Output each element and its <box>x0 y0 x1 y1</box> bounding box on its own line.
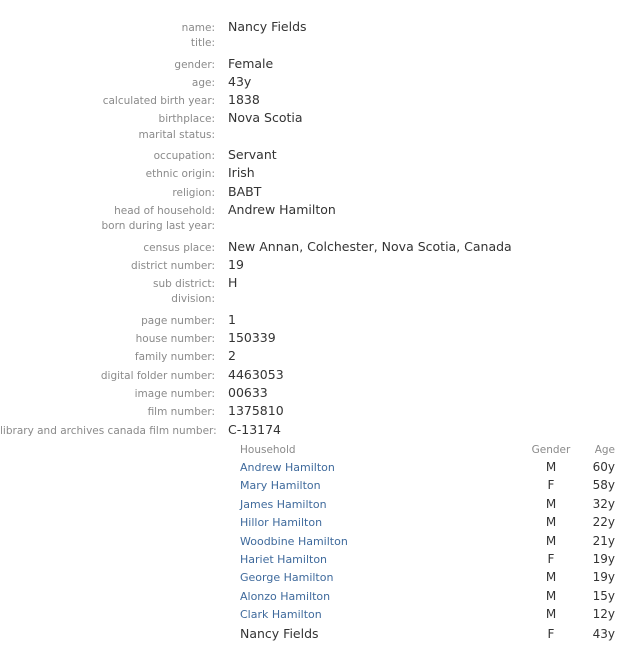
field-value: 1 <box>228 311 236 327</box>
household-member-row <box>240 552 615 570</box>
member-age: 32y <box>592 496 615 511</box>
field-value: 150339 <box>228 330 276 346</box>
field-label: religion: <box>172 186 215 199</box>
field-value: New Annan, Colchester, Nova Scotia, Canada <box>228 238 512 254</box>
field-row <box>0 202 625 220</box>
field-label: page number: <box>141 314 215 327</box>
field-row <box>0 220 625 238</box>
field-row <box>0 422 625 440</box>
field-value: 1375810 <box>228 403 284 419</box>
household-member-row <box>240 570 615 588</box>
field-label: district number: <box>131 259 215 272</box>
field-row <box>0 37 625 55</box>
field-row <box>0 257 625 275</box>
field-row <box>0 74 625 92</box>
field-label: head of household: <box>114 204 215 217</box>
household-member-row <box>240 460 615 478</box>
member-gender: M <box>545 607 557 622</box>
field-row <box>0 92 625 110</box>
field-row <box>0 56 625 74</box>
member-age: 58y <box>592 478 615 493</box>
field-label: image number: <box>134 387 215 400</box>
field-row <box>0 293 625 311</box>
member-name-link[interactable]: Mary Hamilton <box>240 479 321 493</box>
member-gender: M <box>545 588 557 603</box>
field-value: 43y <box>228 73 252 89</box>
field-value: Servant <box>228 147 277 163</box>
record-details <box>0 19 625 440</box>
gender-column-header: Gender <box>531 444 571 456</box>
field-value: 19 <box>228 256 244 272</box>
age-column-header: Age <box>594 444 615 456</box>
member-age: 19y <box>592 570 615 585</box>
field-row <box>0 403 625 421</box>
field-value: Nova Scotia <box>228 110 303 126</box>
field-label: film number: <box>147 406 215 419</box>
field-label: library and archives canada film number: <box>0 424 217 437</box>
member-gender: M <box>545 515 557 530</box>
field-value: 00633 <box>228 384 268 400</box>
household-member-row-current <box>240 626 615 644</box>
field-value: Irish <box>228 165 255 181</box>
household-member-row <box>240 607 615 625</box>
field-row <box>0 348 625 366</box>
member-name-link[interactable]: Clark Hamilton <box>240 608 322 622</box>
field-label: marital status: <box>138 128 215 141</box>
field-row <box>0 147 625 165</box>
field-row <box>0 385 625 403</box>
field-label: family number: <box>134 351 215 364</box>
member-gender: M <box>545 533 557 548</box>
household-member-row <box>240 534 615 552</box>
field-value: BABT <box>228 183 262 199</box>
field-value: Andrew Hamilton <box>228 201 336 217</box>
field-row <box>0 19 625 37</box>
member-gender: M <box>545 460 557 474</box>
field-label: census place: <box>143 241 215 254</box>
field-row <box>0 165 625 183</box>
member-name-link[interactable]: George Hamilton <box>240 571 334 585</box>
member-name-link[interactable]: Alonzo Hamilton <box>240 589 331 603</box>
member-gender: M <box>545 496 557 511</box>
field-value: Nancy Fields <box>228 19 307 34</box>
field-label: sub district: <box>153 278 215 291</box>
household-column-header: Household <box>240 444 296 456</box>
field-row <box>0 129 625 147</box>
member-age: 19y <box>592 551 615 566</box>
household-member-row <box>240 478 615 496</box>
field-value: H <box>228 275 238 291</box>
field-label: title: <box>190 37 215 50</box>
member-age: 12y <box>592 607 615 622</box>
field-row <box>0 275 625 293</box>
member-name-current: Nancy Fields <box>240 625 319 641</box>
household-member-row <box>240 515 615 533</box>
member-age: 21y <box>592 533 615 548</box>
member-name-link[interactable]: James Hamilton <box>240 497 327 511</box>
field-label: digital folder number: <box>100 369 215 382</box>
member-age: 60y <box>592 460 615 474</box>
field-value: 1838 <box>228 92 260 108</box>
member-gender: F <box>547 626 555 641</box>
field-label: gender: <box>174 58 215 71</box>
field-label: calculated birth year: <box>102 95 215 108</box>
household-header-row <box>240 444 615 460</box>
member-age: 22y <box>592 515 615 530</box>
member-name-link[interactable]: Hillor Hamilton <box>240 516 323 530</box>
field-label: born during last year: <box>101 220 215 233</box>
field-label: occupation: <box>153 150 215 163</box>
field-value: 4463053 <box>228 366 284 382</box>
field-label: age: <box>191 76 215 89</box>
household-member-row <box>240 589 615 607</box>
field-value: Female <box>228 55 274 71</box>
member-name-link[interactable]: Woodbine Hamilton <box>240 534 348 548</box>
member-gender: M <box>545 570 557 585</box>
field-label: birthplace: <box>158 113 215 126</box>
field-value: C-13174 <box>228 421 282 437</box>
field-label: name: <box>181 22 215 34</box>
field-row <box>0 330 625 348</box>
member-name-link[interactable]: Hariet Hamilton <box>240 552 328 566</box>
field-value: 2 <box>228 348 236 364</box>
household-member-row <box>240 497 615 515</box>
member-name-link[interactable]: Andrew Hamilton <box>240 461 335 474</box>
field-row <box>0 239 625 257</box>
field-label: division: <box>171 293 215 306</box>
field-row <box>0 367 625 385</box>
field-row <box>0 184 625 202</box>
household-table <box>240 444 615 644</box>
member-gender: F <box>547 551 555 566</box>
member-age: 43y <box>592 626 615 641</box>
field-row <box>0 110 625 128</box>
member-age: 15y <box>592 588 615 603</box>
field-label: house number: <box>135 333 215 346</box>
field-label: ethnic origin: <box>145 168 215 181</box>
field-row <box>0 312 625 330</box>
member-gender: F <box>547 478 555 493</box>
